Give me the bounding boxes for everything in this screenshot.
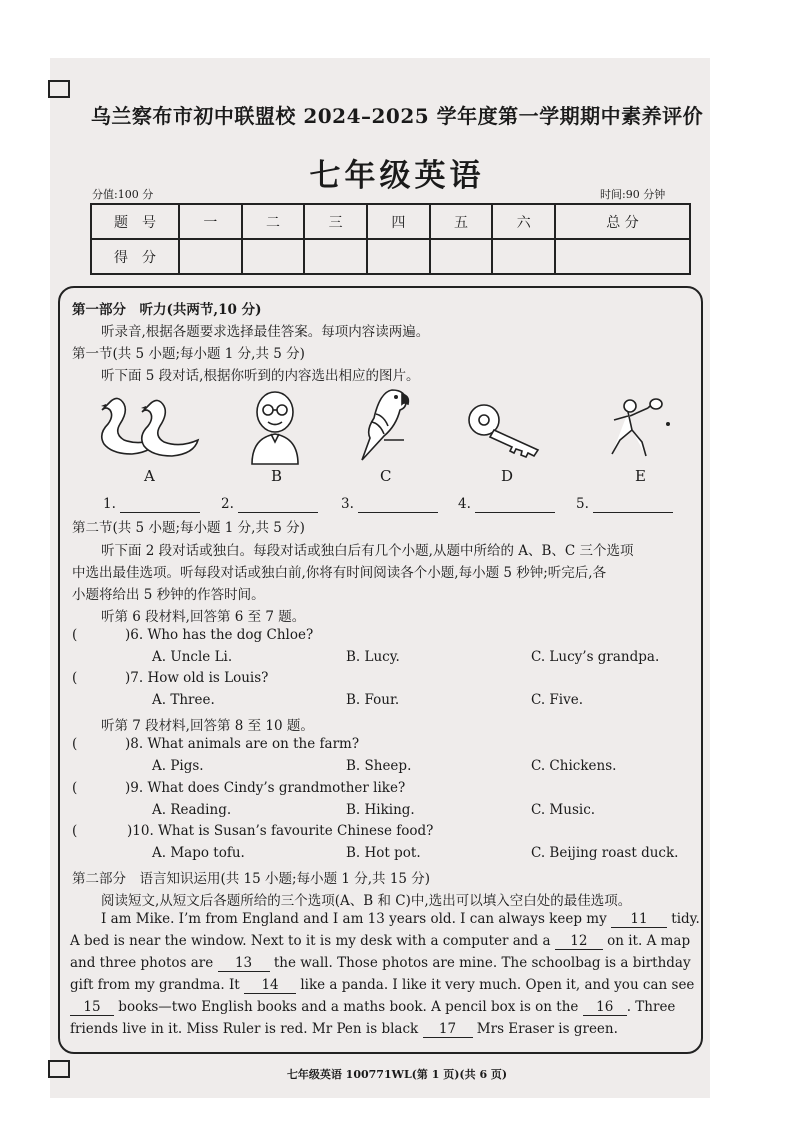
tennis-player-icon [604,396,674,460]
cloze-blank-16[interactable]: 16 [583,999,627,1016]
score-table-cell: 三 [304,204,367,239]
exam-subtitle: 七年级英语 [309,158,485,194]
score-table-header-row [91,204,690,239]
section2-instruction: 听下面 2 段对话或独白。每段对话或独白后有几个小题,从题中所给的 A、B、C 三个选项 [101,543,634,559]
picture-label-c: C [380,467,392,485]
option-6c[interactable]: C. Lucy’s grandpa. [531,649,660,665]
score-input-cell[interactable] [555,239,690,274]
score-input-cell[interactable] [367,239,430,274]
score-table-cell: 总 分 [555,204,690,239]
picture-label-d: D [501,467,514,485]
cloze-blank-12[interactable]: 12 [555,933,603,950]
answer-paren[interactable]: ( [72,627,78,643]
score-table-score-row [91,239,690,274]
score-input-cell[interactable] [179,239,242,274]
passage-line: and three photos are 13 the wall. Those photos are mine. The schoolbag is a birthday [70,955,691,971]
section2-instruction: 中选出最佳选项。听每段对话或独白前,你将有时间阅读各个小题,每小题 5 秒钟;听完后,各 [72,565,607,581]
option-7b[interactable]: B. Four. [346,692,400,708]
question-10: )10. What is Susan’s favourite Chinese food? [127,823,434,839]
option-10b[interactable]: B. Hot pot. [346,845,421,861]
cloze-blank-14[interactable]: 14 [244,977,296,994]
passage-line: friends live in it. Miss Ruler is red. Mr Pen is black 17 Mrs Eraser is green. [70,1021,618,1037]
answer-blank-1[interactable]: 1. [103,496,200,513]
cloze-blank-13[interactable]: 13 [218,955,270,972]
picture-label-a: A [144,467,155,485]
material-6-note: 听第 6 段材料,回答第 6 至 7 题。 [101,609,306,625]
score-table-cell: 六 [492,204,555,239]
option-9a[interactable]: A. Reading. [152,802,232,818]
exam-title: 乌兰察布市初中联盟校 2024–2025 学年度第一学期期中素养评价 [90,104,704,128]
section2-instruction: 小题将给出 5 秒钟的作答时间。 [72,587,265,603]
cloze-blank-15[interactable]: 15 [70,999,114,1016]
answer-blank-3[interactable]: 3. [341,496,438,513]
part2-instruction: 阅读短文,从短文后各题所给的三个选项(A、B 和 C)中,选出可以填入空白处的最佳选项。 [101,893,632,909]
section1-instruction: 听下面 5 段对话,根据你听到的内容选出相应的图片。 [101,368,420,384]
option-10a[interactable]: A. Mapo tofu. [152,845,245,861]
score-input-cell[interactable] [304,239,367,274]
score-table-cell: 四 [367,204,430,239]
grandpa-icon [244,388,306,466]
passage-line: I am Mike. I’m from England and I am 13 years old. I can always keep my 11 tidy. [101,911,700,927]
score-table-cell: 一 [179,204,242,239]
part1-instruction: 听录音,根据各题要求选择最佳答案。每项内容读两遍。 [101,324,430,340]
option-6b[interactable]: B. Lucy. [346,649,400,665]
answer-paren[interactable]: ( [72,780,78,796]
question-8: )8. What animals are on the farm? [125,736,360,752]
option-9c[interactable]: C. Music. [531,802,596,818]
part1-heading: 第一部分 听力(共两节,10 分) [72,302,262,318]
score-table-cell: 题 号 [91,204,179,239]
question-7: )7. How old is Louis? [125,670,269,686]
score-table [90,203,691,275]
option-10c[interactable]: C. Beijing roast duck. [531,845,679,861]
answer-paren[interactable]: ( [72,736,78,752]
answer-blank-5[interactable]: 5. [576,496,673,513]
cloze-blank-17[interactable]: 17 [423,1021,473,1038]
option-8c[interactable]: C. Chickens. [531,758,617,774]
option-9b[interactable]: B. Hiking. [346,802,415,818]
page-footer: 七年级英语 100771WL(第 1 页)(共 6 页) [286,1068,508,1081]
section2-heading: 第二节(共 5 小题;每小题 1 分,共 5 分) [72,520,305,536]
score-table-cell: 五 [430,204,493,239]
picture-label-b: B [271,467,283,485]
option-8a[interactable]: A. Pigs. [152,758,204,774]
corner-mark-top [48,80,70,98]
option-7c[interactable]: C. Five. [531,692,584,708]
parrot-icon [350,384,416,462]
option-7a[interactable]: A. Three. [152,692,215,708]
answer-paren[interactable]: ( [72,823,78,839]
score-table-cell: 二 [242,204,305,239]
score-input-cell[interactable] [430,239,493,274]
part2-heading: 第二部分 语言知识运用(共 15 小题;每小题 1 分,共 15 分) [72,871,431,887]
material-7-note: 听第 7 段材料,回答第 8 至 10 题。 [101,718,314,734]
answer-blank-4[interactable]: 4. [458,496,555,513]
score-input-cell[interactable] [242,239,305,274]
option-8b[interactable]: B. Sheep. [346,758,412,774]
option-6a[interactable]: A. Uncle Li. [152,649,233,665]
question-9: )9. What does Cindy’s grandmother like? [125,780,406,796]
question-6: )6. Who has the dog Chloe? [125,627,314,643]
swans-icon [100,392,200,464]
section1-heading: 第一节(共 5 小题;每小题 1 分,共 5 分) [72,346,305,362]
time-limit: 时间:90 分钟 [600,188,666,201]
passage-line: gift from my grandma. It 14 like a panda. I like it very much. Open it, and you can see [70,977,695,993]
passage-line: A bed is near the window. Next to it is my desk with a computer and a 12 on it. A map [70,933,691,949]
score-total: 分值:100 分 [92,188,154,201]
passage-line: 15 books—two English books and a maths book. A pencil box is on the 16 . Three [70,999,675,1016]
score-input-cell[interactable] [492,239,555,274]
answer-paren[interactable]: ( [72,670,78,686]
score-table-cell: 得 分 [91,239,179,274]
key-icon [466,402,546,458]
picture-label-e: E [635,467,646,485]
answer-blank-2[interactable]: 2. [221,496,318,513]
cloze-blank-11[interactable]: 11 [611,911,667,928]
